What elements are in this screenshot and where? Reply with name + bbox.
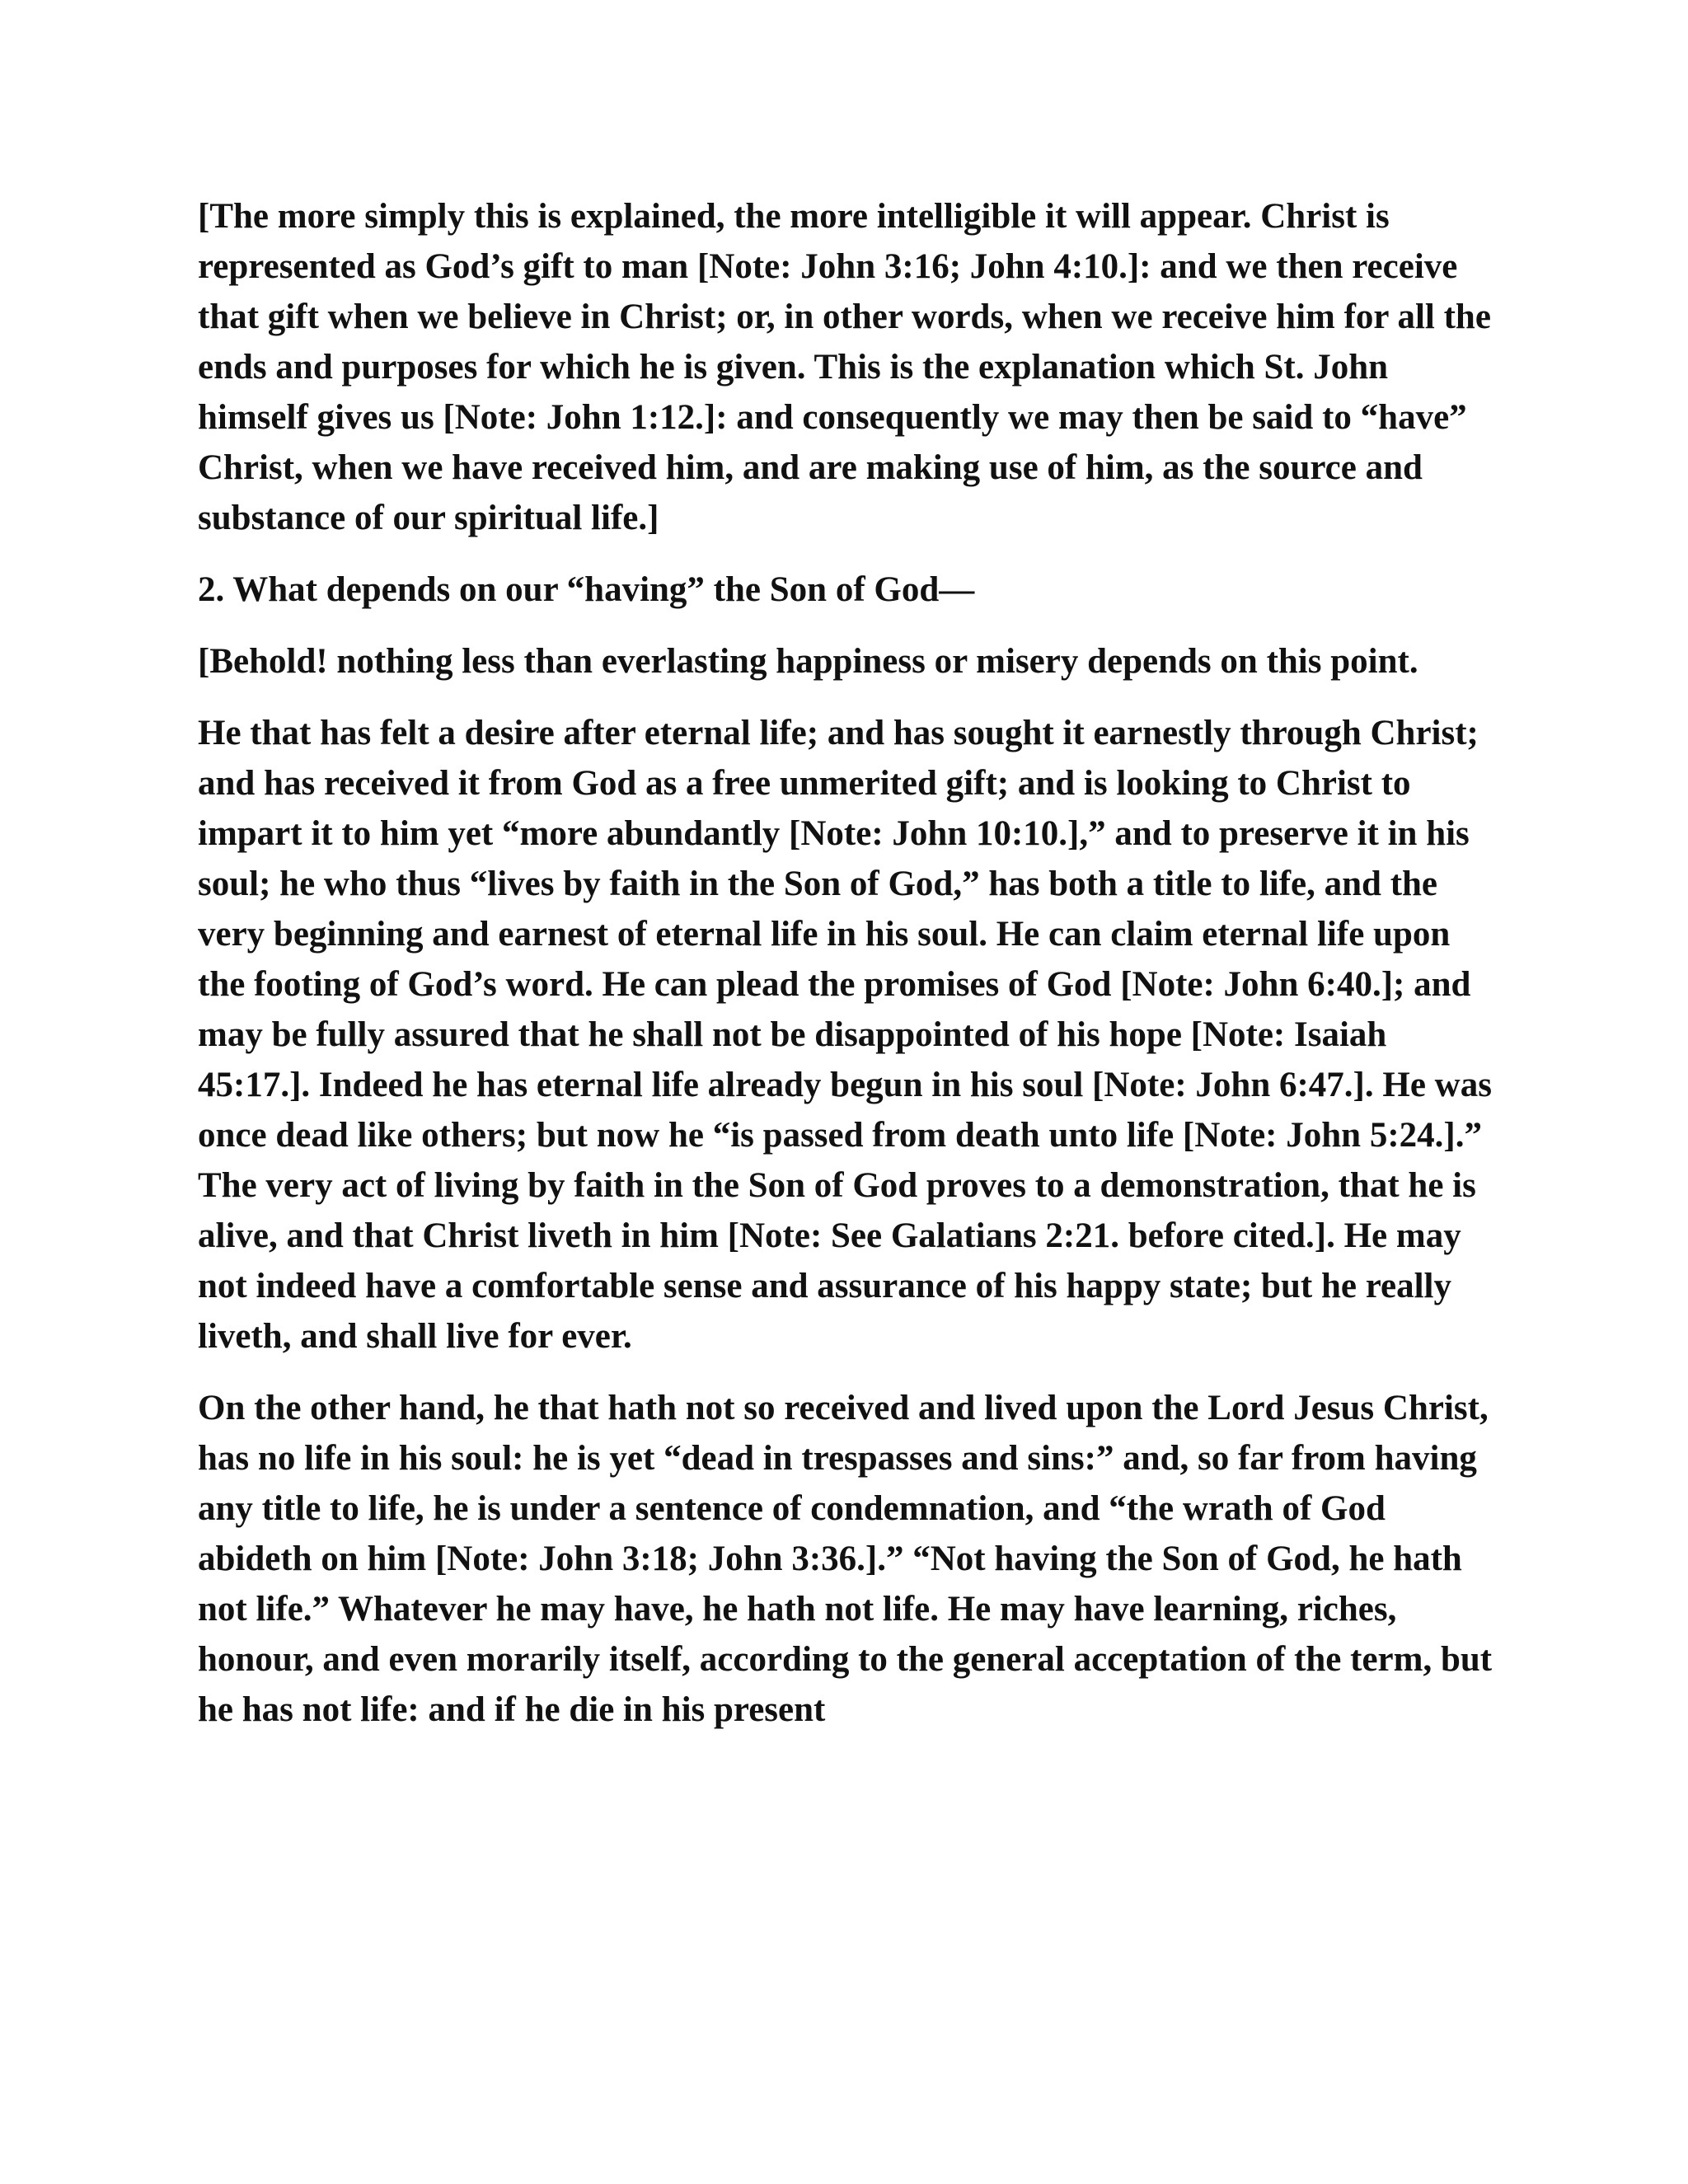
section-heading: 2. What depends on our “having” the Son of God—: [198, 570, 975, 609]
paragraph-other-hand: On the other hand, he that hath not so received and lived upon the Lord Jesus Christ, has no life in his soul: he is yet “dead in trespasses and sins:” and, so far from having any title to life, he is under a sentence of condemnation, and “the wrath of God abideth on him [Note: John 3:18; John 3:36.].” “Not having the Son of God, he hath not life.” Whatever he may have, he hath not life. He may have learning, riches, honour, and even morarily itself, according to the general acceptation of the term, but he has not life: and if he die in his present: [198, 1389, 1493, 1729]
paragraph-behold: [Behold! nothing less than everlasting happiness or misery depends on this point.: [198, 642, 1418, 681]
paragraph-eternal-life: He that has felt a desire after eternal life; and has sought it earnestly through Christ; and has received it from God as a free unmerited gift; and is looking to Christ to impart it to him yet “more abundantly [Note: John 10:10.],” and to preserve it in his soul; he who thus “lives by faith in the Son of God,” has both a title to life, and the very beginning and earnest of eternal life in his soul. He can claim eternal life upon the footing of God’s word. He can plead the promises of God [Note: John 6:40.]; and may be fully assured that he shall not be disappointed of his hope [Note: Isaiah 45:17.]. Indeed he has eternal life already begun in his soul [Note: John 6:47.]. He was once dead like others; but now he “is passed from death unto life [Note: John 5:24.].” The very act of living by faith in the Son of God proves to a demonstration, that he is alive, and that Christ liveth in him [Note: See Galatians 2:21. before cited.]. He may not indeed have a comfortable sense and assurance of his happy state; but he really liveth, and shall live for ever.: [198, 714, 1492, 1356]
paragraph-explanation: [The more simply this is explained, the more intelligible it will appear. Christ is represented as God’s gift to man [Note: John 3:16; John 4:10.]: and we then receive that gift when we believe in Christ; or, in other words, when we receive him for all the ends and purposes for which he is given. This is the explanation which St. John himself gives us [Note: John 1:12.]: and consequently we may then be said to “have” Christ, when we have received him, and are making use of him, as the source and substance of our spiritual life.]: [198, 197, 1491, 537]
document-page: [198, 191, 1500, 1756]
